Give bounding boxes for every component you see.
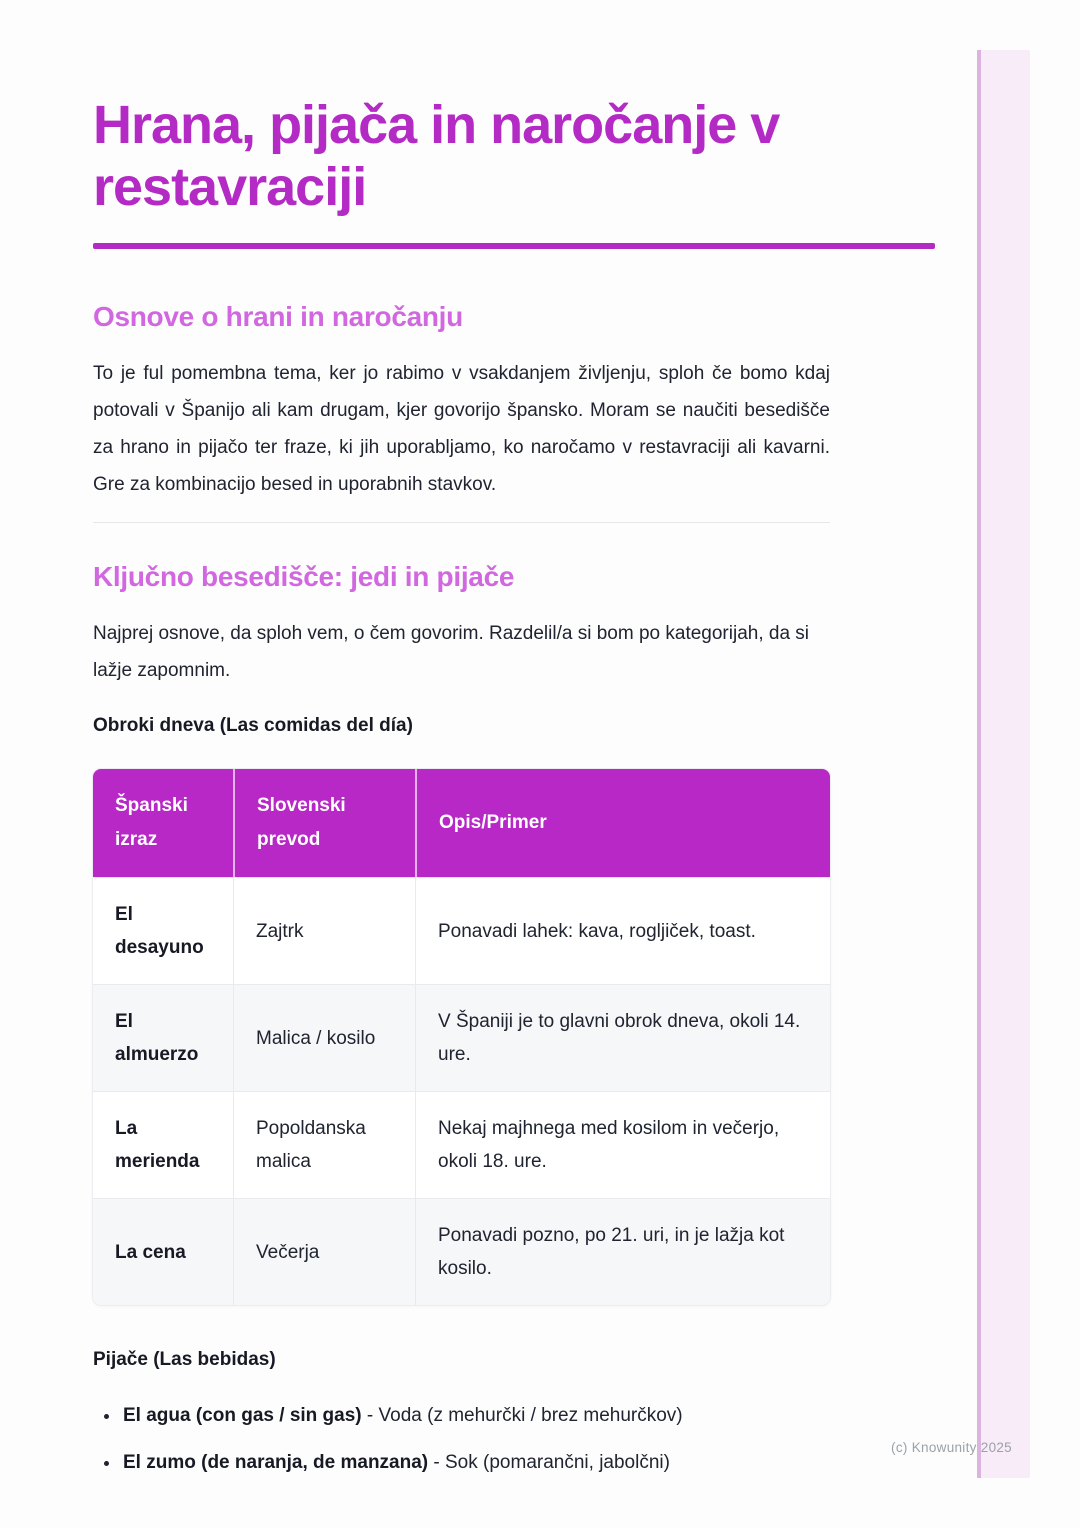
watermark: (c) Knowunity 2025 (891, 1440, 1012, 1455)
translation-cell: Večerja (233, 1198, 415, 1305)
table-row (93, 1091, 830, 1198)
description-cell: V Španiji je to glavni obrok dneva, okoli 14. ure. (415, 984, 830, 1091)
subheading-pijace: Pijače (Las bebidas) (93, 1349, 276, 1370)
vocabulary-paragraph: Najprej osnove, da sploh vem, o čem govorim. Razdelil/a si bom po kategorijah, da si lažje zapomnim. (93, 623, 810, 681)
list-item (121, 1444, 830, 1481)
page-title-line-1: Hrana, pijača in naročanje v (93, 95, 780, 155)
section-heading-osnove: Osnove o hrani in naročanju (93, 301, 463, 332)
section-heading-kljucno: Ključno besedišče: jedi in pijače (93, 561, 515, 592)
description-cell: Nekaj majhnega med kosilom in večerjo, okoli 18. ure. (415, 1091, 830, 1198)
section-divider (93, 522, 830, 523)
term-cell: La cena (93, 1198, 233, 1305)
drinks-list (93, 1397, 830, 1481)
table-row (93, 984, 830, 1091)
drink-term: El agua (con gas / sin gas) (123, 1405, 362, 1426)
intro-paragraph: To je ful pomembna tema, ker jo rabimo v vsakdanjem življenju, sploh če bomo kdaj potovali v Španijo ali kam drugam, kjer govorijo špansko. Moram se naučiti besedišče za hrano in pijačo ter fraze, ki jih uporabljamo, ko naročamo v restavraciji ali kavarni. Gre za kombinacijo besed in uporabnih stavkov. (93, 363, 830, 495)
term-cell: La merienda (93, 1091, 233, 1198)
drink-translation: - Sok (pomarančni, jabolčni) (428, 1452, 670, 1473)
subheading-obroki-dneva: Obroki dneva (Las comidas del día) (93, 715, 413, 736)
meals-table-container (93, 769, 830, 1305)
table-row (93, 1198, 830, 1305)
table-header-row (93, 769, 830, 877)
list-item (121, 1397, 830, 1434)
drink-translation: - Voda (z mehurčki / brez mehurčkov) (361, 1405, 683, 1426)
next-page-edge (977, 50, 1030, 1478)
table-header-slovenian: Slovenski prevod (233, 769, 415, 877)
translation-cell: Malica / kosilo (233, 984, 415, 1091)
table-header-spanish: Španski izraz (93, 769, 233, 877)
term-cell: El almuerzo (93, 984, 233, 1091)
title-underline (93, 243, 935, 249)
meals-table (93, 769, 830, 1305)
drink-term: El zumo (de naranja, de manzana) (123, 1452, 429, 1473)
translation-cell: Zajtrk (233, 877, 415, 984)
table-header-description: Opis/Primer (415, 769, 830, 877)
description-cell: Ponavadi lahek: kava, rogljiček, toast. (415, 877, 830, 984)
page-title (93, 94, 935, 218)
document-content (93, 0, 935, 1491)
page-title-line-2: restavraciji (93, 157, 367, 217)
table-row (93, 877, 830, 984)
translation-cell: Popoldanska malica (233, 1091, 415, 1198)
term-cell: El desayuno (93, 877, 233, 984)
description-cell: Ponavadi pozno, po 21. uri, in je lažja kot kosilo. (415, 1198, 830, 1305)
